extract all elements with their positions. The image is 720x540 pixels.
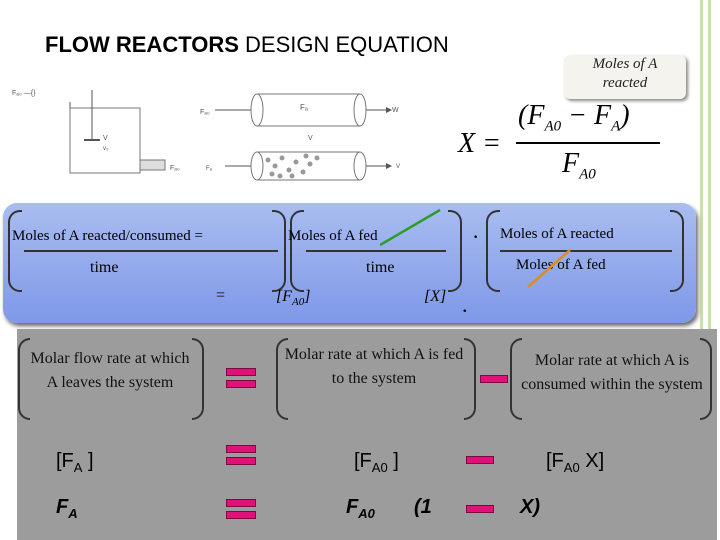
- bracket-right: [192, 338, 204, 420]
- cstr-vol-flow-label: v₀: [103, 146, 109, 152]
- fraction-bar: [516, 142, 660, 144]
- green-line: [380, 210, 440, 245]
- box-molar-rate-consumed: Molar rate at which A is consumed within the system: [521, 352, 703, 393]
- minus-sign: [226, 511, 256, 519]
- multiply-dot: .: [462, 292, 468, 317]
- minus-sign: [226, 445, 256, 453]
- box-molar-rate-fed: Molar rate at which A is fed to the system: [284, 346, 464, 387]
- pfr-feed-label: Fₐ₀: [200, 109, 210, 116]
- row3-x: X): [520, 496, 540, 518]
- bracket-left: [8, 210, 22, 292]
- cstr-feed-label: Fₐ₀ —{}: [12, 90, 36, 97]
- pbr-catalyst-label: V: [308, 135, 313, 142]
- blue-left-top: Moles of A reacted/consumed =: [12, 228, 203, 244]
- blue-eq-sign: =: [216, 287, 226, 304]
- row3-fa0: $F_{A0}$: [346, 496, 375, 521]
- blue-right-top: Moles of A reacted: [500, 226, 614, 242]
- minus-sign: [466, 456, 494, 464]
- minus-sign: [466, 505, 494, 513]
- blue-left-bottom: time: [90, 259, 119, 276]
- box-molar-flow-leaves: Molar flow rate at which A leaves the system: [30, 350, 190, 391]
- fraction-bar: [24, 250, 278, 252]
- strike-lines: [380, 195, 580, 295]
- row3-open: (1: [414, 496, 432, 518]
- blue-fa0: $[F_{A0}]$: [276, 288, 311, 309]
- equation-denominator: $F_{A0}$: [562, 148, 596, 183]
- pbr-feed-label: Fₐ: [206, 166, 212, 172]
- blue-mid-bottom: time: [366, 259, 395, 276]
- minus-sign: [226, 499, 256, 507]
- equation-lhs: X =: [458, 128, 501, 159]
- blue-x-term: [X]: [424, 288, 447, 305]
- bracket-left: [290, 210, 304, 292]
- pbr-flow-label: Fₐ₀: [170, 165, 180, 172]
- pfr-volume-label: Fₐ: [300, 103, 308, 112]
- pfr-exit-label: W: [392, 107, 399, 114]
- blue-mid-top: Moles of A fed: [288, 228, 378, 244]
- row2-fa0x: [$F_{A0}$ X]: [546, 450, 605, 475]
- minus-sign: [226, 380, 256, 388]
- multiply-dot: ·: [472, 224, 480, 249]
- row2-fa: [$F_A$ ]: [56, 450, 94, 475]
- callout-moles-reacted: Moles of A reacted: [564, 55, 686, 99]
- orange-line: [528, 250, 570, 287]
- equation-numerator: $(F_{A0} - F_A)$: [518, 100, 630, 135]
- minus-sign: [226, 457, 256, 465]
- slide-title: FLOW REACTORS DESIGN EQUATION: [45, 32, 449, 57]
- reactor-diagram: [10, 80, 420, 190]
- pbr-exit-label: V: [396, 164, 401, 170]
- minus-sign: [480, 375, 508, 383]
- bracket-right: [670, 210, 684, 292]
- row3-fa: $F_A$: [56, 496, 78, 521]
- minus-sign: [226, 368, 256, 376]
- blue-right-bottom: Moles of A fed: [516, 257, 606, 273]
- row2-fa0: [$F_{A0}$ ]: [354, 450, 399, 475]
- cstr-volume-label: V: [103, 135, 108, 142]
